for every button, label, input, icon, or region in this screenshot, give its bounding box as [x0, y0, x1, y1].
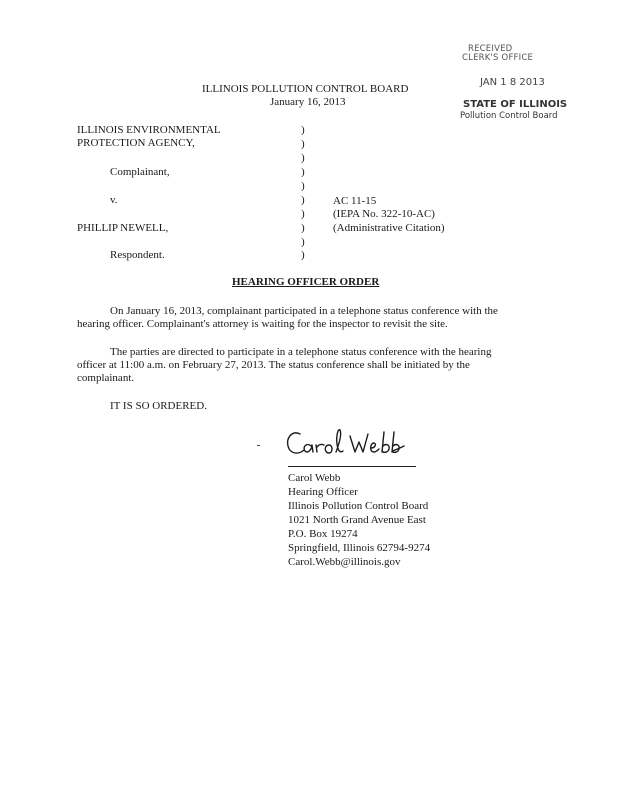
caption-paren: ) [301, 194, 305, 206]
paragraph-2-line-3: complainant. [77, 372, 135, 384]
case-type: (Administrative Citation) [333, 222, 445, 234]
caption-paren: ) [301, 138, 305, 150]
caption-paren: ) [301, 236, 305, 248]
stray-mark [257, 445, 260, 446]
received-stamp-date: JAN 1 8 2013 [480, 77, 545, 88]
complainant-role: Complainant, [110, 166, 170, 178]
respondent-name: PHILLIP NEWELL, [77, 222, 169, 234]
received-stamp-board: Pollution Control Board [460, 111, 558, 121]
signer-title: Hearing Officer [288, 486, 358, 498]
paragraph-2-line-2: officer at 11:00 a.m. on February 27, 2013. The status conference shall be initiated by the [77, 359, 470, 371]
paragraph-1-line-1: On January 16, 2013, complainant participated in a telephone status conference with the [110, 305, 498, 317]
caption-paren: ) [301, 124, 305, 136]
caption-paren: ) [301, 208, 305, 220]
complainant-name-line2: PROTECTION AGENCY, [77, 137, 195, 149]
order-title: HEARING OFFICER ORDER [232, 276, 380, 288]
caption-paren: ) [301, 152, 305, 164]
order-date: January 16, 2013 [270, 96, 346, 108]
signature-line [288, 466, 416, 467]
paragraph-2-line-1: The parties are directed to participate in a telephone status conference with the hearing [110, 346, 492, 358]
signer-city: Springfield, Illinois 62794-9274 [288, 542, 431, 554]
caption-paren: ) [301, 180, 305, 192]
signer-email: Carol.Webb@illinois.gov [288, 556, 401, 568]
handwritten-signature [284, 424, 414, 464]
respondent-role: Respondent. [110, 249, 165, 261]
signer-po-box: P.O. Box 19274 [288, 528, 358, 540]
signer-organization: Illinois Pollution Control Board [288, 500, 429, 512]
caption-paren: ) [301, 166, 305, 178]
case-number: AC 11-15 [333, 195, 377, 207]
closing-statement: IT IS SO ORDERED. [110, 400, 207, 412]
caption-paren: ) [301, 222, 305, 234]
received-stamp-line1: RECEIVED [468, 44, 513, 54]
iepa-number: (IEPA No. 322-10-AC) [333, 208, 435, 220]
signer-address: 1021 North Grand Avenue East [288, 514, 426, 526]
paragraph-1-line-2: hearing officer. Complainant's attorney is waiting for the inspector to revisit the site. [77, 318, 448, 330]
caption-paren: ) [301, 249, 305, 261]
board-title: ILLINOIS POLLUTION CONTROL BOARD [202, 83, 409, 95]
received-stamp-state: STATE OF ILLINOIS [463, 99, 568, 110]
received-stamp-line2: CLERK'S OFFICE [462, 53, 534, 63]
signer-name: Carol Webb [288, 472, 341, 484]
complainant-name-line1: ILLINOIS ENVIRONMENTAL [77, 124, 221, 136]
versus: v. [110, 194, 118, 206]
